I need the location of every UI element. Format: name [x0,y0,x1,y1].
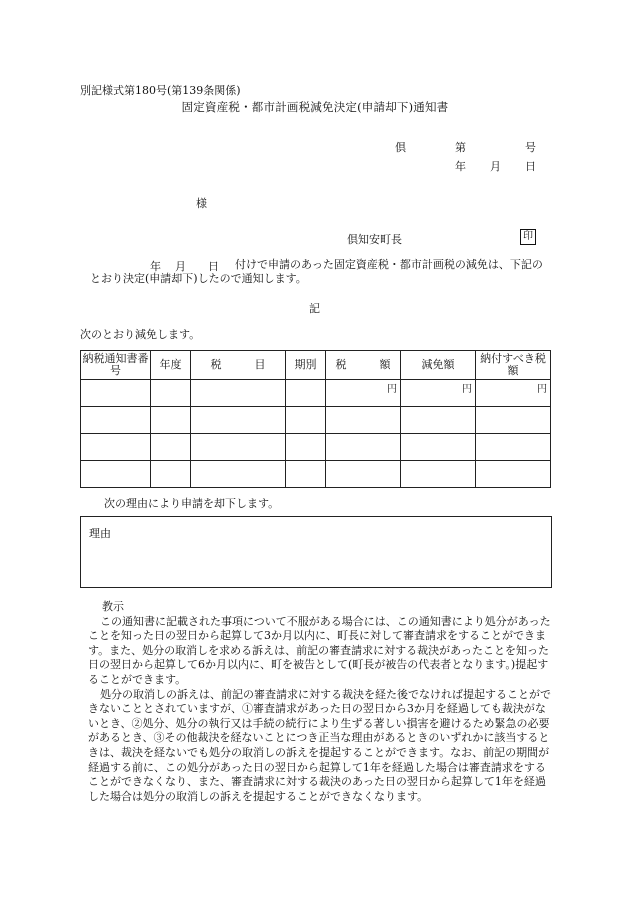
table-cell [191,380,286,407]
table-cell [151,407,191,434]
table-cell [401,434,476,461]
header-tax-item: 税 目 [191,351,286,380]
table-cell [476,434,551,461]
doc-number-go: 号 [525,141,536,154]
application-date-day: 日 [208,260,219,273]
table-row [81,461,551,488]
table-header-row [81,351,551,380]
notice-heading: 教示 [102,600,124,613]
table-cell [286,434,326,461]
table-cell [151,380,191,407]
table-cell [191,434,286,461]
table-cell [326,407,401,434]
issue-date-month: 月 [490,160,501,173]
table-cell [286,380,326,407]
header-period: 期別 [286,351,326,380]
table-cell [81,380,151,407]
table-cell [191,461,286,488]
intro-paragraph: 付けで申請のあった固定資産税・都市計画税の減免は、下記のとおり決定(申請却下)したので通知します。 [90,258,543,285]
table-cell [326,461,401,488]
table-cell [81,407,151,434]
seal-mark: 印 [520,229,536,245]
table-row [81,434,551,461]
table-cell [401,407,476,434]
reduction-line: 次のとおり減免します。 [80,328,201,341]
header-notice-number: 納税通知書番 号 [81,351,151,380]
document-title: 固定資産税・都市計画税減免決定(申請却下)通知書 [181,100,449,114]
issue-date-year: 年 [455,160,466,173]
table-cell [401,461,476,488]
ki-heading: 記 [309,302,320,315]
yen-unit-payable: 円 [476,380,551,407]
doc-number-dai: 第 [455,141,466,154]
header-payable-amount: 納付すべき税 額 [476,351,551,380]
table-row [81,380,551,407]
reason-box [80,516,552,588]
table-cell [326,434,401,461]
notice-paragraph-2: 処分の取消しの訴えは、前記の審査請求に対する裁決を経た後でなければ提起することができないこととされていますが、①審査請求があった日の翌日から3か月を経過しても裁決がないとき、②処分、処分の執行又は手続の続行により生ずる著しい損害を避けるため緊急の必要があるとき、③その他裁決を経ないことにつき正当な理由があるときのいずれかに該当するときは、裁決を経ないでも処分の取消しの訴えを提起することができます。なお、前記の期間が経過する前に、この処分があった日の翌日から起算して1年を経過した場合は審査請求をすることができなくなり、また、審査請求に対する裁決のあった日の翌日から起算して1年を経過した場合は処分の取消しの訴えを提起することができなくなります。 [88,687,551,803]
notice-paragraph-1: この通知書に記載された事項について不服がある場合には、この通知書により処分があったことを知った日の翌日から起算して3か月以内に、町長に対して審査請求をすることができます。また、処分の取消しを求める訴えは、前記の審査請求に対する裁決があったことを知った日の翌日から起算して6か月以内に、町を被告として(町長が被告の代表者となります。)提起することができます。 [88,614,551,686]
table-cell [81,461,151,488]
header-reduction-amount: 減免額 [401,351,476,380]
yen-unit-reduction: 円 [401,380,476,407]
doc-number-prefix: 倶 [395,141,406,154]
table-row [81,407,551,434]
table-cell [151,434,191,461]
table-cell [191,407,286,434]
addressee-sama: 様 [196,197,207,210]
rejection-line: 次の理由により申請を却下します。 [104,497,280,510]
table-cell [286,461,326,488]
table-cell [476,461,551,488]
issue-date-day: 日 [525,160,536,173]
application-date-year: 年 [150,260,161,273]
header-tax-amount: 税 額 [326,351,401,380]
table-cell [151,461,191,488]
notice-section [88,600,554,804]
reduction-table [80,350,568,488]
application-date-month: 月 [175,260,186,273]
yen-unit-tax: 円 [326,380,401,407]
issuer-name: 倶知安町長 [347,233,402,246]
reason-label: 理由 [89,527,111,540]
table-cell [81,434,151,461]
table-cell [476,407,551,434]
table-cell [286,407,326,434]
form-number: 別記様式第180号(第139条関係) [80,84,241,97]
header-fiscal-year: 年度 [151,351,191,380]
